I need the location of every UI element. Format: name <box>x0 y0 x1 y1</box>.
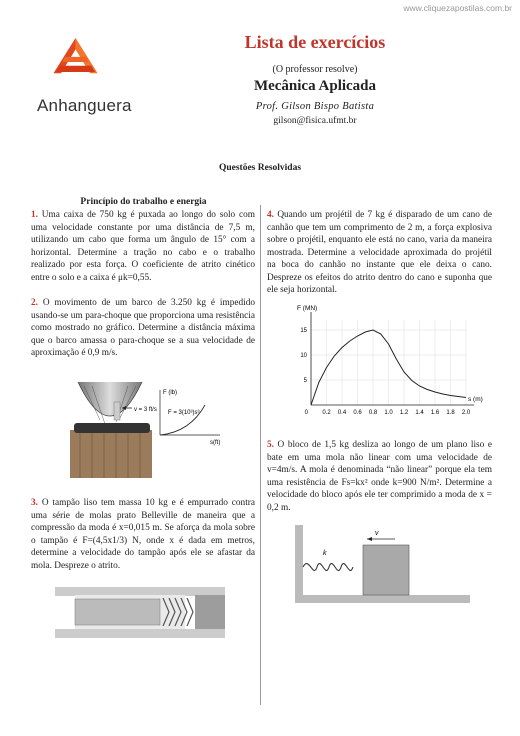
x-tick-label: 0.8 <box>368 410 378 416</box>
problem-3-number: 3. <box>31 498 38 508</box>
graph-eq-label: F = 3(10³)s³ <box>168 410 200 416</box>
logo-text: Anhanguera <box>37 96 132 115</box>
y-tick-label: 15 <box>300 328 307 334</box>
block-spring-figure <box>295 525 470 605</box>
problem-3 <box>31 497 255 572</box>
problem-3-text: O tampão liso tem massa 10 kg e é empurrado contra uma série de molas prato Belleville de maneira que a compressão da moda é x=0,015 m. Se aforça da mola sobre o tampão é F=(4,5x1/3) N, onde x é dada em metros, determine a velocidade do tampão após ele se afastar da mola. Despreze o atrito. <box>31 498 256 571</box>
problem-1 <box>31 209 255 284</box>
graph-f-label: F (lb) <box>163 390 177 396</box>
y-axis-label: F (MN) <box>297 305 318 312</box>
x-tick-label: 1.8 <box>446 410 455 416</box>
problem-4-text: Quando um projétil de 7 kg é disparado de um cano de canhão que tem um comprimento de 2 m, a força explosiva sobre o projétil, enquanto ele está no cano, varia da maneira mostrada. Determine a velocidade aproximada do projétil na boca do canhão no instante que ele deixa o cano. Despreze os efeitos do atrito dentro do cano e suponha que ele seja horizontal. <box>267 210 492 295</box>
column-divider <box>260 205 261 705</box>
problem-2-text: O movimento de um barco de 3.250 kg é impedido usando-se um para-choque que proporciona uma resistência como mostrado no gráfico. Determine a distância máxima que o barco amassa o para-choque se a sua velocidade de aproximação é 0,9 m/s. <box>31 298 255 358</box>
boat-hull <box>78 382 142 416</box>
boat-bumper-figure <box>70 380 260 480</box>
x-tick-label: 0.4 <box>337 410 347 416</box>
block-velocity-label: v <box>375 530 379 537</box>
site-watermark: www.cliquezapostilas.com.br <box>403 3 512 13</box>
anhanguera-logo-icon <box>50 38 120 96</box>
problem-1-number: 1. <box>31 210 38 220</box>
bumper <box>74 423 150 433</box>
course-title: Mecânica Aplicada <box>253 78 377 94</box>
sliding-block <box>363 545 409 595</box>
plug <box>75 599 160 625</box>
problem-1-text: Uma caixa de 750 kg é puxada ao longo do solo com uma velocidade constante por uma distância de 7,5 m, utilizando um cabo que forma um ângulo de 15° com a horizontal. Determine a tração no cabo e o trabalho realizado por esta força. O coeficiente de atrito cinético entre o solo e a caixa é μk=0,55. <box>31 210 256 283</box>
page-subtitle: (O professor resolve) <box>272 64 358 75</box>
x-axis-label: s (m) <box>468 396 483 403</box>
x-tick-label: 0.6 <box>353 410 362 416</box>
problem-4-number: 4. <box>267 210 274 220</box>
problem-5-number: 5. <box>267 440 274 450</box>
problem-4 <box>267 209 492 297</box>
spring-k-label: k <box>323 550 327 557</box>
force-displacement-chart <box>287 305 487 425</box>
y-tick-label: 10 <box>300 353 307 359</box>
problem-5-text: O bloco de 1,5 kg desliza ao longo de um plano liso e bate em uma mola não linear com uma velocidade de v=4m/s. A mola é denominada “não linear” porque ela tem uma resistência de Fs=kx² onde k=900 N/m². Determine a velocidade do bloco após ele ter comprimido a moda de x = 0,2 m. <box>267 440 492 513</box>
belleville-spring-figure <box>55 585 225 640</box>
x-tick-label: 1.2 <box>399 410 409 416</box>
y-tick-label: 5 <box>303 378 307 384</box>
problem-5 <box>267 439 492 514</box>
column-heading: Princípio do trabalho e energia <box>80 197 207 207</box>
professor-email: gilson@fisica.ufmt.br <box>273 116 357 126</box>
x-tick-label: 0.2 <box>322 410 331 416</box>
professor-name: Prof. Gilson Bispo Batista <box>255 101 375 112</box>
boat-velocity-label: v = 3 ft/s <box>134 407 157 413</box>
page-title: Lista de exercícios <box>244 32 386 52</box>
x-tick-label: 1.4 <box>415 410 424 416</box>
x-tick-label: 1.6 <box>430 410 440 416</box>
x-tick-label: 2.0 <box>461 410 471 416</box>
x-tick-label: 1.0 <box>384 410 393 416</box>
nonlinear-spring <box>303 564 353 571</box>
problem-2-number: 2. <box>31 298 38 308</box>
x-tick-label-origin: 0 <box>304 410 308 416</box>
section-title: Questões Resolvidas <box>218 163 302 173</box>
graph-s-label: s(ft) <box>210 440 221 446</box>
problem-2 <box>31 297 255 360</box>
